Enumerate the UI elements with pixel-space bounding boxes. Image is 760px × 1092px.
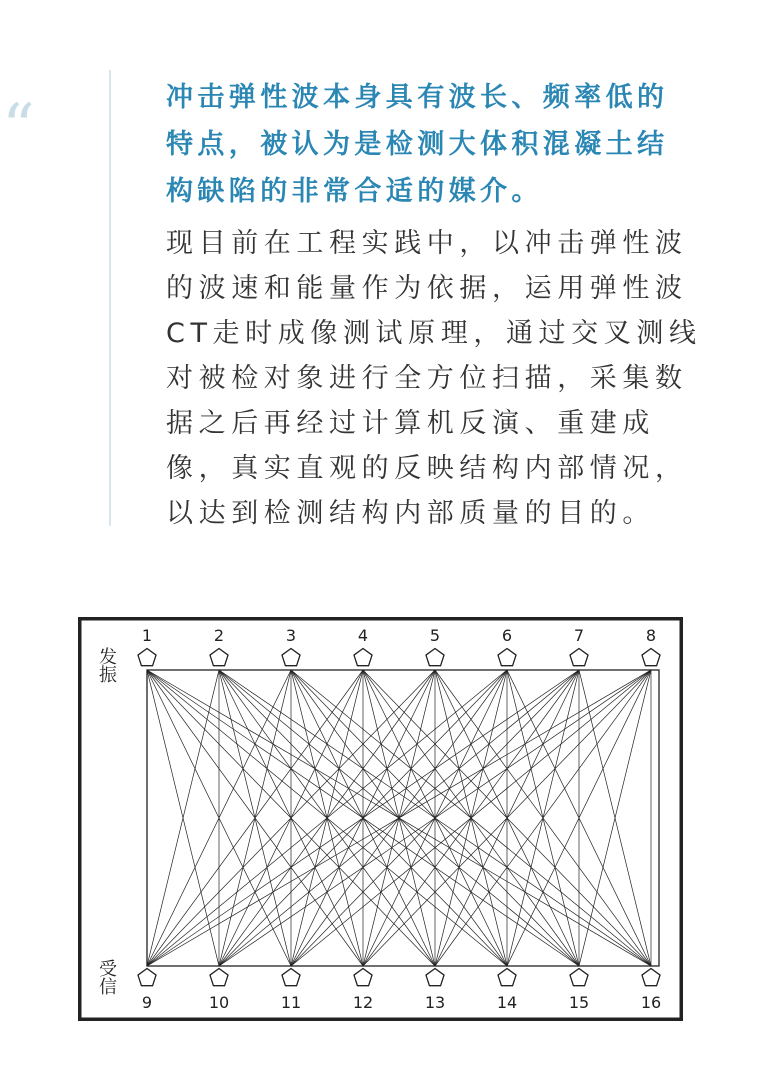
highlight-text bbox=[166, 74, 706, 215]
emitter-number-label: 2 bbox=[213, 626, 225, 645]
diagram-frame bbox=[80, 619, 682, 1020]
quote-mark: “ bbox=[2, 91, 35, 165]
emitter-number-label: 1 bbox=[141, 626, 153, 645]
emitter-number-label: 3 bbox=[285, 626, 297, 645]
emitter-number-label: 6 bbox=[501, 626, 513, 645]
receiver-number-label: 12 bbox=[352, 993, 374, 1012]
body-line: 以达到检测结构内部质量的目的。 bbox=[166, 498, 655, 529]
receiver-number-label: 15 bbox=[568, 993, 590, 1012]
receiver-label-char: 受 bbox=[99, 959, 117, 980]
emitter-number-label: 8 bbox=[645, 626, 657, 645]
divider-line bbox=[109, 70, 111, 526]
highlight-line: 冲击弹性波本身具有波长、频率低的 bbox=[166, 82, 669, 113]
body-line: CT走时成像测试原理，通过交叉测线 bbox=[166, 318, 702, 349]
body-line: 的波速和能量作为依据，运用弹性波 bbox=[166, 273, 688, 304]
emitter-number-label: 5 bbox=[429, 626, 441, 645]
body-line: 现目前在工程实践中，以冲击弹性波 bbox=[166, 228, 688, 259]
receiver-number-label: 9 bbox=[141, 993, 153, 1012]
body-line: 据之后再经过计算机反演、重建成 bbox=[166, 408, 655, 439]
emitter-label-char: 发 bbox=[99, 647, 117, 668]
receiver-number-label: 10 bbox=[208, 993, 230, 1012]
emitter-label-char: 振 bbox=[99, 665, 117, 686]
body-paragraph bbox=[166, 221, 726, 536]
highlight-line: 特点，被认为是检测大体积混凝土结 bbox=[166, 129, 669, 160]
body-line: 对被检对象进行全方位扫描，采集数 bbox=[166, 363, 688, 394]
receiver-number-label: 11 bbox=[280, 993, 302, 1012]
body-line: 像，真实直观的反映结构内部情况， bbox=[166, 453, 688, 484]
highlight-line: 构缺陷的非常合适的媒介。 bbox=[166, 176, 543, 207]
receiver-number-label: 16 bbox=[640, 993, 662, 1012]
ct-scan-diagram bbox=[78, 617, 683, 1021]
emitter-number-label: 4 bbox=[357, 626, 369, 645]
ct-scan-diagram-svg bbox=[78, 617, 683, 1021]
receiver-label-char: 信 bbox=[99, 977, 117, 998]
emitter-number-label: 7 bbox=[573, 626, 585, 645]
receiver-number-label: 13 bbox=[424, 993, 446, 1012]
receiver-number-label: 14 bbox=[496, 993, 518, 1012]
